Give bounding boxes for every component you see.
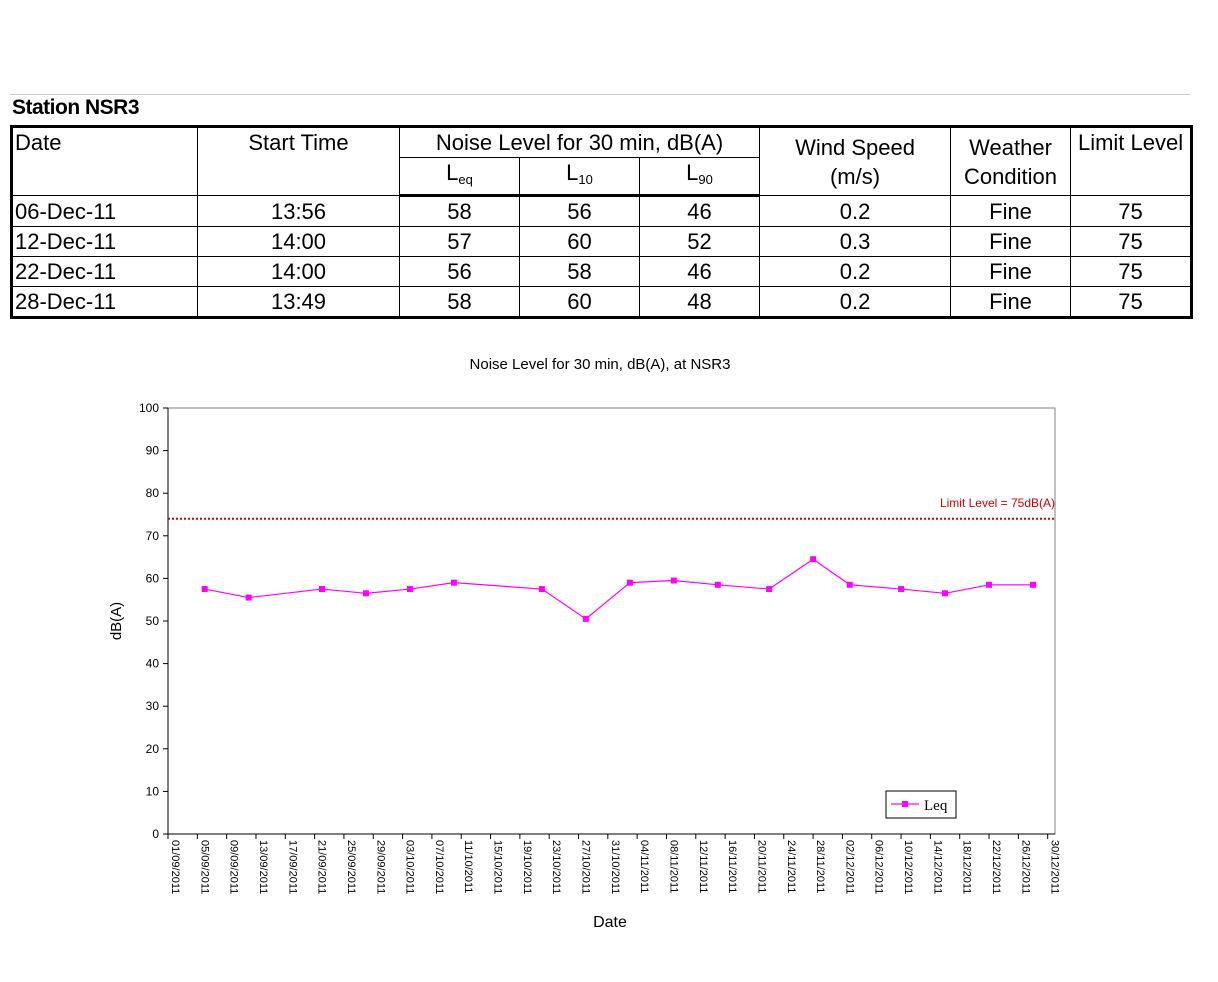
data-point-leq: [202, 586, 208, 592]
legend-label-leq: Leq: [924, 798, 948, 814]
data-point-leq: [898, 586, 904, 592]
cell-start-time: 14:00: [198, 257, 400, 287]
x-tick-label: 31/10/2011: [608, 840, 621, 895]
y-tick-label: 100: [138, 401, 159, 415]
y-tick-label: 70: [145, 528, 159, 543]
table-row: [12, 287, 1192, 318]
cell-date: 06-Dec-11: [12, 196, 198, 227]
cell-limit: 75: [1071, 287, 1192, 318]
x-tick-label: 01/09/2011: [169, 840, 181, 895]
x-tick-label: 07/10/2011: [432, 840, 445, 895]
y-tick-label: 90: [145, 443, 159, 458]
table-row: [12, 196, 1192, 227]
header-leq-sub: eq: [458, 172, 473, 187]
header-l90-main: L: [686, 160, 699, 185]
cell-leq: 58: [400, 196, 520, 227]
header-date: Date: [12, 127, 198, 196]
cell-wind: 0.3: [760, 227, 951, 257]
x-tick-label: 10/12/2011: [902, 840, 915, 895]
cell-l90: 52: [640, 227, 760, 257]
x-tick-label: 05/09/2011: [198, 840, 211, 895]
noise-level-chart: [0, 340, 1218, 940]
cell-weather: Fine: [951, 287, 1071, 318]
cell-date: 28-Dec-11: [12, 287, 198, 318]
chart-legend: [886, 791, 956, 818]
cell-weather: Fine: [951, 227, 1071, 257]
cell-wind: 0.2: [760, 257, 951, 287]
cell-l10: 60: [520, 227, 640, 257]
cell-date: 22-Dec-11: [12, 257, 198, 287]
cell-leq: 58: [400, 287, 520, 318]
header-weather-line1: Weather: [969, 134, 1052, 160]
x-tick-label: 24/11/2011: [784, 840, 797, 894]
y-tick-label: 80: [145, 486, 159, 501]
data-point-leq: [671, 578, 677, 584]
x-tick-label: 06/12/2011: [872, 840, 885, 895]
header-noise-level: Noise Level for 30 min, dB(A): [400, 127, 760, 158]
table-row: [12, 257, 1192, 287]
x-axis-label: Date: [593, 914, 627, 931]
y-tick-label: 0: [152, 827, 159, 841]
y-axis: [139, 401, 168, 841]
x-tick-label: 21/09/2011: [315, 840, 328, 895]
data-point-leq: [766, 586, 772, 592]
cell-limit: 75: [1071, 227, 1192, 257]
cell-limit: 75: [1071, 257, 1192, 287]
cell-l90: 48: [640, 287, 760, 318]
cell-start-time: 13:56: [198, 196, 400, 227]
x-tick-label: 27/10/2011: [579, 840, 592, 895]
x-tick-label: 02/12/2011: [843, 840, 856, 895]
x-axis: [168, 834, 1061, 894]
header-start-time: Start Time: [198, 127, 400, 196]
chart-title: Noise Level for 30 min, dB(A), at NSR3: [469, 356, 731, 373]
x-tick-label: 13/09/2011: [256, 840, 269, 895]
x-tick-label: 29/09/2011: [374, 840, 387, 895]
data-point-leq: [451, 580, 457, 586]
data-point-leq: [810, 556, 816, 562]
cell-wind: 0.2: [760, 287, 951, 318]
x-tick-label: 18/12/2011: [960, 840, 973, 895]
data-point-leq: [363, 590, 369, 596]
header-wind-line1: Wind Speed: [795, 134, 915, 160]
x-tick-label: 15/10/2011: [491, 840, 504, 895]
header-leq: [400, 158, 520, 196]
data-point-leq: [246, 595, 252, 601]
x-tick-label: 23/10/2011: [550, 840, 563, 895]
x-tick-label: 11/10/2011: [462, 840, 475, 894]
cell-leq: 56: [400, 257, 520, 287]
cell-leq: 57: [400, 227, 520, 257]
station-title: Station NSR3: [12, 96, 140, 119]
x-tick-label: 28/11/2011: [814, 840, 827, 894]
y-tick-label: 60: [145, 571, 159, 586]
header-wind-line2: (m/s): [829, 163, 881, 189]
data-point-leq: [847, 582, 853, 588]
x-tick-label: 09/09/2011: [227, 840, 240, 895]
cell-l10: 60: [520, 287, 640, 318]
header-weather-line2: Condition: [964, 163, 1057, 189]
legend-marker-leq: [902, 801, 908, 807]
data-point-leq: [986, 582, 992, 588]
data-point-leq: [1030, 582, 1036, 588]
series-line-leq: [205, 559, 1033, 619]
x-tick-label: 04/11/2011: [638, 840, 651, 894]
x-tick-label: 16/11/2011: [726, 840, 739, 894]
header-l10-main: L: [566, 160, 579, 185]
cell-l10: 56: [520, 196, 640, 227]
cell-weather: Fine: [951, 196, 1071, 227]
y-tick-label: 40: [145, 656, 159, 671]
header-limit-level: Limit Level: [1071, 127, 1192, 196]
data-point-leq: [539, 586, 545, 592]
header-weather: [951, 127, 1071, 196]
plot-area: [168, 408, 1055, 834]
header-wind-speed: [760, 127, 951, 196]
cell-start-time: 14:00: [198, 227, 400, 257]
header-l10: [520, 158, 640, 196]
x-tick-label: 26/12/2011: [1019, 840, 1032, 895]
x-tick-label: 14/12/2011: [931, 840, 944, 895]
limit-level-label: Limit Level = 75dB(A): [939, 495, 1055, 510]
x-tick-label: 25/09/2011: [344, 840, 357, 895]
table-row: [12, 227, 1192, 257]
noise-data-table: [10, 125, 1193, 319]
y-axis-label: dB(A): [108, 601, 125, 641]
header-leq-main: L: [446, 160, 459, 185]
cell-weather: Fine: [951, 257, 1071, 287]
x-tick-label: 22/12/2011: [990, 840, 1003, 895]
y-tick-label: 10: [145, 784, 159, 799]
data-point-leq: [583, 616, 589, 622]
cell-l10: 58: [520, 257, 640, 287]
x-tick-label: 12/11/2011: [696, 840, 709, 894]
data-point-leq: [715, 582, 721, 588]
x-tick-label: 19/10/2011: [520, 840, 533, 895]
cell-l90: 46: [640, 257, 760, 287]
cell-l90: 46: [640, 196, 760, 227]
cell-date: 12-Dec-11: [12, 227, 198, 257]
data-point-leq: [627, 580, 633, 586]
cell-limit: 75: [1071, 196, 1192, 227]
data-point-leq: [319, 586, 325, 592]
y-tick-label: 30: [145, 699, 159, 714]
x-tick-label: 20/11/2011: [755, 840, 768, 894]
x-tick-label: 30/12/2011: [1048, 840, 1061, 895]
data-point-leq: [407, 586, 413, 592]
y-tick-label: 50: [145, 614, 159, 628]
x-tick-label: 03/10/2011: [403, 840, 416, 895]
table-top-rule: [10, 94, 1190, 95]
cell-start-time: 13:49: [198, 287, 400, 318]
header-l90: [640, 158, 760, 196]
x-tick-label: 08/11/2011: [667, 840, 680, 894]
cell-wind: 0.2: [760, 196, 951, 227]
y-tick-label: 20: [145, 741, 159, 756]
header-l10-sub: 10: [578, 172, 593, 187]
x-tick-label: 17/09/2011: [286, 840, 299, 895]
data-point-leq: [942, 590, 948, 596]
header-l90-sub: 90: [698, 172, 713, 187]
